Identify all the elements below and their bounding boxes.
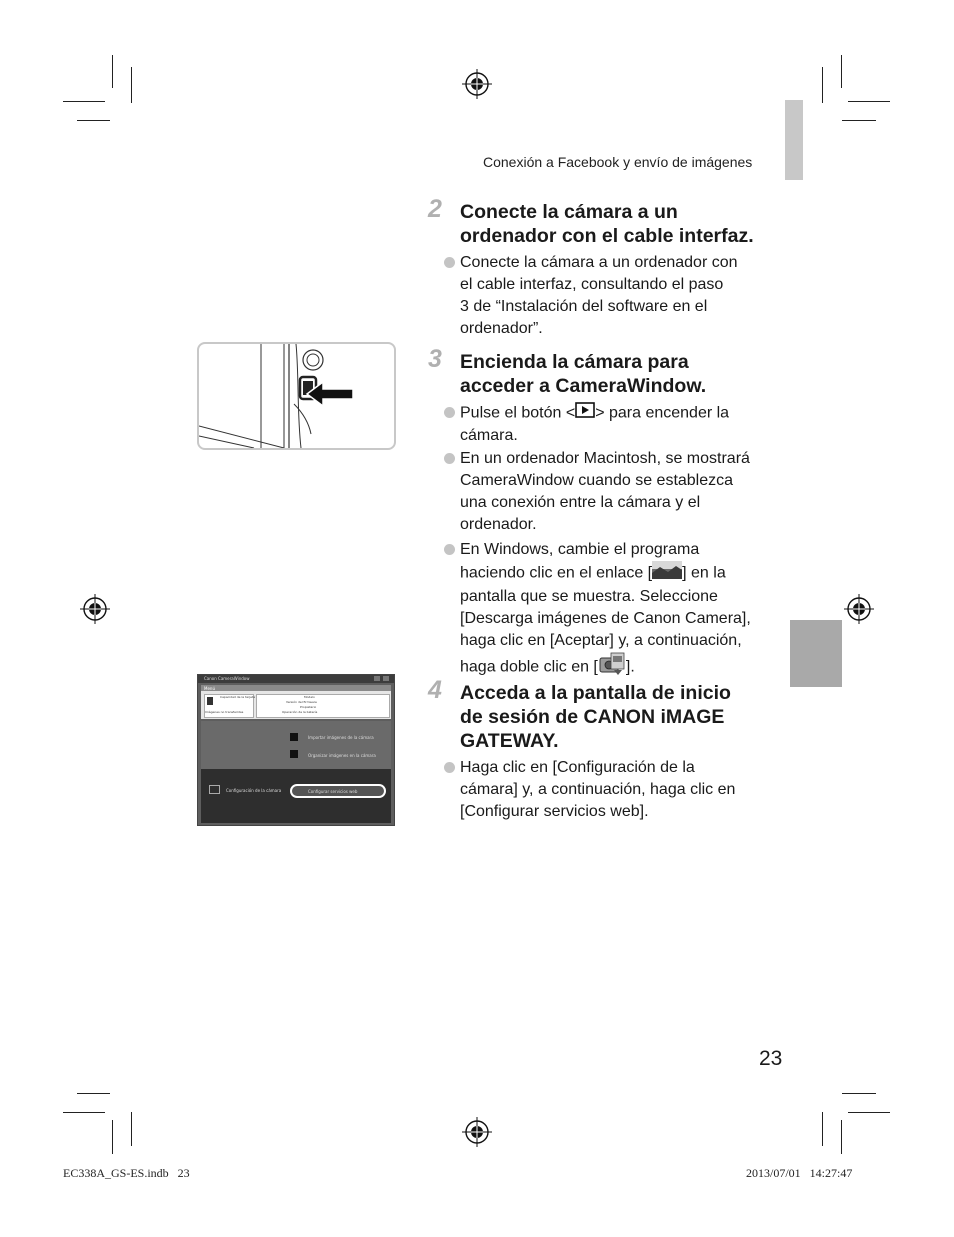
chapter-tab-marker: [785, 100, 803, 180]
camera-connection-illustration: [197, 342, 396, 450]
bullet-dot: [444, 407, 455, 418]
section-header: Conexión a Facebook y envío de imágenes: [483, 154, 753, 170]
step-title: Encienda la cámara para acceder a CameraWindow.: [460, 351, 707, 397]
bullet-dot: [444, 257, 455, 268]
crop-mark-icon: [131, 67, 132, 103]
menu-label: Menú: [204, 686, 215, 691]
bullet-dot: [444, 762, 455, 773]
crop-mark-icon: [131, 1112, 132, 1146]
crop-mark-icon: [841, 1120, 842, 1154]
step-number: 2: [428, 195, 442, 223]
crop-mark-icon: [841, 55, 842, 88]
registration-mark-icon: [80, 594, 110, 624]
crop-mark-icon: [848, 1112, 890, 1113]
step-instruction: Conecte la cámara a un ordenador con el cable interfaz, consultando el paso 3 de “Instalación del software en el ordenador”.: [460, 254, 738, 337]
step-number: 4: [428, 676, 442, 704]
registration-mark-icon: [844, 594, 874, 624]
step-instruction: Pulse el botón < > para encender la cámara.: [460, 402, 790, 447]
registration-mark-icon: [462, 1117, 492, 1147]
step-instruction: En un ordenador Macintosh, se mostrará CameraWindow cuando se establezca una conexión entre la cámara y el ordenador.: [460, 450, 750, 533]
info-label: Propietario: [300, 705, 317, 709]
web-services-button[interactable]: Configurar servicios web: [290, 784, 386, 798]
crop-mark-icon: [77, 120, 110, 121]
step-title: Conecte la cámara a un ordenador con el cable interfaz.: [460, 201, 754, 247]
step-number: 3: [428, 345, 442, 373]
step-title: Acceda a la pantalla de inicio de sesión de CANON iMAGE GATEWAY.: [460, 682, 731, 752]
footer-timestamp: 2013/07/01 14:27:47: [746, 1166, 853, 1180]
crop-mark-icon: [842, 120, 876, 121]
footer-file-info: EC338A_GS-ES.indb 23: [63, 1166, 190, 1180]
pointer-arrow-icon: [305, 380, 355, 408]
crop-mark-icon: [77, 1093, 110, 1094]
info-label: Operación de la batería: [282, 710, 318, 714]
menu-item[interactable]: Organizar imágenes en la cámara: [308, 753, 376, 758]
info-label: Versión del firmware: [286, 700, 317, 704]
menu-item[interactable]: Importar imágenes de la cámara: [308, 735, 374, 740]
camerawindow-screenshot: [197, 674, 395, 826]
picture-link-icon: [652, 561, 682, 586]
crop-mark-icon: [822, 67, 823, 103]
camera-settings-label: Configuración de la cámara: [226, 788, 282, 793]
page-number: 23: [759, 1047, 783, 1070]
crop-mark-icon: [848, 101, 890, 102]
info-label: Capacidad de la tarjeta: [220, 695, 256, 699]
info-label: Modelo: [304, 695, 315, 699]
crop-mark-icon: [63, 101, 105, 102]
step-instruction: Haga clic en [Configuración de la cámara] y, a continuación, haga clic en [Configurar servicios web].: [460, 759, 736, 820]
crop-mark-icon: [112, 55, 113, 88]
bullet-dot: [444, 544, 455, 555]
camera-download-icon: [598, 652, 626, 683]
crop-mark-icon: [822, 1112, 823, 1146]
step-instruction: En Windows, cambie el programa haciendo clic en el enlace [ ] en la pantalla que se muestra. Seleccione [Descarga imágenes de Canon Camera], haga clic en [Aceptar] y, a continuación, haga doble clic en [ ].: [460, 539, 790, 683]
chapter-tab-block: [790, 620, 842, 687]
crop-mark-icon: [63, 1112, 105, 1113]
crop-mark-icon: [112, 1120, 113, 1154]
crop-mark-icon: [842, 1093, 876, 1094]
window-title: Canon CameraWindow: [204, 676, 250, 681]
info-label: Imágenes no transferidas: [205, 710, 244, 714]
bullet-dot: [444, 453, 455, 464]
playback-button-icon: [575, 402, 595, 425]
registration-mark-icon: [462, 69, 492, 99]
